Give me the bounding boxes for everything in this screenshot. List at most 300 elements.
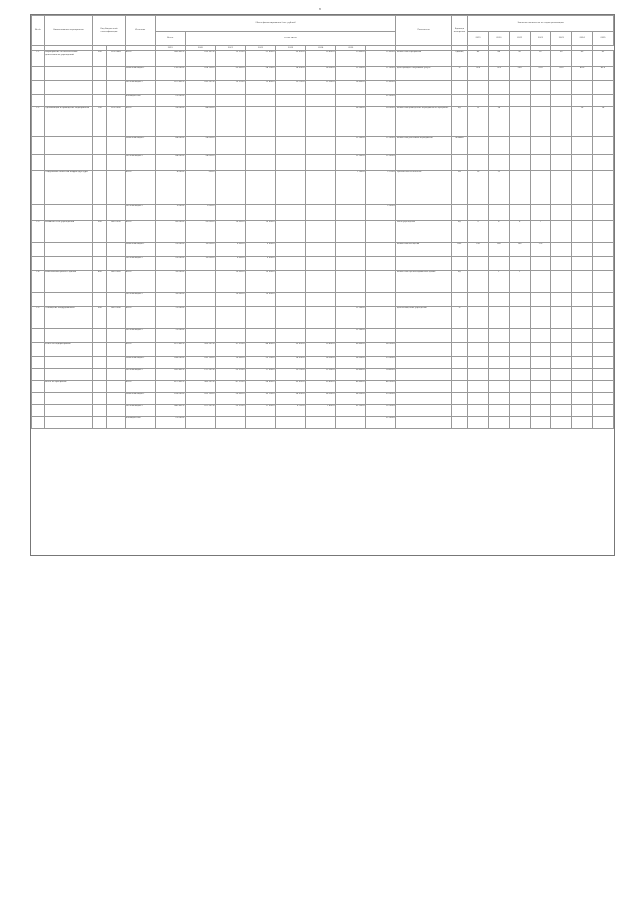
row-name: Оснащение оборудованием	[44, 307, 93, 329]
funding-value	[245, 205, 275, 221]
row-code	[93, 205, 107, 221]
table-row	[32, 81, 614, 95]
funding-value: 12 000,0	[366, 137, 396, 155]
row-code2: 0801 0020	[107, 271, 126, 293]
table-row	[32, 155, 614, 171]
row-number	[32, 329, 45, 343]
funding-value	[336, 271, 366, 293]
funding-value: 24 100,0	[245, 67, 275, 81]
row-indicator	[396, 381, 452, 393]
indicator-value	[551, 293, 572, 307]
indicator-value	[551, 343, 572, 357]
indicator-value	[572, 81, 593, 95]
row-number	[32, 243, 45, 257]
funding-value: 24 000,0	[336, 107, 366, 137]
indicator-value	[551, 393, 572, 405]
row-code2	[107, 171, 126, 205]
row-name	[44, 243, 93, 257]
header-funding: Объем финансирования (тыс. рублей)	[155, 16, 396, 32]
row-number: 1.1	[32, 51, 45, 67]
indicator-value	[592, 137, 613, 155]
indicator-value	[488, 417, 509, 429]
funding-value: 2 000,0	[366, 205, 396, 221]
row-number	[32, 381, 45, 393]
funding-value	[185, 329, 215, 343]
funding-value	[336, 95, 366, 107]
funding-value	[276, 95, 306, 107]
funding-value	[276, 271, 306, 293]
indicator-value	[572, 417, 593, 429]
funding-value: 39 100,0	[245, 393, 275, 405]
row-source: местный бюджет	[125, 81, 155, 95]
table-row	[32, 393, 614, 405]
funding-value: 56 800,0	[336, 343, 366, 357]
row-source: всего	[125, 343, 155, 357]
row-name	[44, 293, 93, 307]
funding-value: 18 300,0	[276, 67, 306, 81]
indicator-value: 82,0	[592, 67, 613, 81]
funding-value: 12 400,0	[245, 81, 275, 95]
funding-value	[245, 171, 275, 205]
indicator-value	[551, 357, 572, 369]
funding-value: 14 800,0	[366, 369, 396, 381]
indicator-value	[572, 329, 593, 343]
funding-value: 3 000,0	[155, 205, 185, 221]
funding-value: 21 600,0	[245, 51, 275, 67]
funding-value: 6 750,0	[276, 405, 306, 417]
funding-value: 22 000,0	[366, 95, 396, 107]
indicator-value	[530, 171, 551, 205]
row-name: Организация и проведение мероприятий	[44, 107, 93, 137]
funding-value: 26 800,0	[336, 369, 366, 381]
row-name	[44, 369, 93, 381]
funding-value: 25 050,0	[276, 343, 306, 357]
table-row	[32, 293, 614, 307]
indicator-value	[572, 257, 593, 271]
indicator-value	[572, 271, 593, 293]
row-code	[93, 171, 107, 205]
row-name	[44, 405, 93, 417]
funding-value: 25 050,0	[276, 51, 306, 67]
funding-value	[245, 307, 275, 329]
row-indicator: Количество мероприятий	[396, 51, 452, 67]
funding-value: 14 000,0	[306, 67, 336, 81]
indicator-value	[468, 329, 489, 343]
funding-value: 19 800,0	[336, 51, 366, 67]
funding-value	[276, 221, 306, 243]
indicator-value	[592, 357, 613, 369]
indicator-value	[468, 405, 489, 417]
indicator-value	[530, 329, 551, 343]
row-source: внебюджетные	[125, 95, 155, 107]
funding-value	[366, 293, 396, 307]
table-row	[32, 171, 614, 205]
funding-value	[306, 95, 336, 107]
indicator-value	[530, 155, 551, 171]
indicator-value	[572, 221, 593, 243]
indicator-value	[468, 393, 489, 405]
funding-value: 389 257,8	[185, 381, 215, 393]
indicator-value	[488, 293, 509, 307]
table-row	[32, 343, 614, 357]
row-code2	[107, 81, 126, 95]
row-source: областной бюджет	[125, 67, 155, 81]
indicator-value	[509, 329, 530, 343]
row-code2	[107, 137, 126, 155]
row-unit	[451, 393, 467, 405]
funding-value: 96 000,0	[155, 107, 185, 137]
indicator-value	[592, 155, 613, 171]
funding-value: 359 257,8	[185, 343, 215, 357]
row-number	[32, 393, 45, 405]
funding-value: 15 400,0	[306, 51, 336, 67]
funding-value: 12 000,0	[336, 137, 366, 155]
row-number	[32, 67, 45, 81]
indicator-value	[592, 171, 613, 205]
indicator-value	[468, 155, 489, 171]
funding-value: 30 000,0	[155, 271, 185, 293]
indicator-value	[488, 381, 509, 393]
indicator-value	[530, 137, 551, 155]
funding-value: 12 500,0	[336, 67, 366, 81]
funding-value: 38 900,0	[366, 343, 396, 357]
indicator-value	[592, 343, 613, 357]
funding-value	[215, 95, 245, 107]
indicator-value: 80,0	[572, 67, 593, 81]
indicator-value: 6	[488, 221, 509, 243]
row-source: всего	[125, 221, 155, 243]
funding-value: 12 800,0	[366, 81, 396, 95]
indicator-value: 165	[509, 243, 530, 257]
row-number	[32, 81, 45, 95]
funding-value: 24 000,0	[366, 107, 396, 137]
funding-value	[336, 293, 366, 307]
funding-value: 320 432,0	[155, 369, 185, 381]
indicator-value	[509, 405, 530, 417]
funding-value	[185, 307, 215, 329]
table-row	[32, 137, 614, 155]
indicator-value	[509, 293, 530, 307]
row-indicator	[396, 393, 452, 405]
indicator-value	[488, 329, 509, 343]
header-year: 2020	[488, 32, 509, 46]
indicator-value	[572, 357, 593, 369]
indicator-value	[509, 393, 530, 405]
indicator-value	[509, 381, 530, 393]
row-unit	[451, 417, 467, 429]
funding-value	[245, 155, 275, 171]
funding-value	[306, 155, 336, 171]
row-indicator: Протяженность объектов	[396, 171, 452, 205]
indicator-value	[509, 107, 530, 137]
row-code	[93, 81, 107, 95]
funding-value: 20 000,0	[155, 257, 185, 271]
header-including: в том числе	[185, 32, 396, 46]
row-code	[93, 243, 107, 257]
funding-value: 47 274,0	[215, 381, 245, 393]
row-code	[93, 381, 107, 393]
table-row	[32, 243, 614, 257]
row-code2	[107, 95, 126, 107]
indicator-value	[488, 137, 509, 155]
indicator-value	[530, 381, 551, 393]
funding-year-label: 2021	[215, 46, 245, 51]
funding-value	[276, 155, 306, 171]
funding-value: 29 100,0	[245, 357, 275, 369]
row-unit	[451, 357, 467, 369]
row-unit: тыс.	[451, 243, 467, 257]
row-indicator	[396, 205, 452, 221]
funding-value: 20 000,0	[155, 243, 185, 257]
header-name: Наименование мероприятия	[44, 16, 93, 46]
indicator-value: 12	[488, 171, 509, 205]
indicator-value: 70,0	[468, 67, 489, 81]
indicator-value	[468, 293, 489, 307]
indicator-value	[551, 95, 572, 107]
funding-value	[366, 243, 396, 257]
funding-value: 1 000,0	[185, 205, 215, 221]
row-unit: %	[451, 67, 467, 81]
row-name: Развитие сети учреждений	[44, 221, 93, 243]
indicator-value: 16	[572, 107, 593, 137]
row-indicator	[396, 405, 452, 417]
indicator-value: 5	[468, 221, 489, 243]
row-source: местный бюджет	[125, 329, 155, 343]
funding-value	[306, 271, 336, 293]
funding-value: 5 000,0	[245, 257, 275, 271]
row-source: местный бюджет	[125, 155, 155, 171]
indicator-value	[530, 369, 551, 381]
funding-value	[306, 243, 336, 257]
funding-value	[306, 329, 336, 343]
funding-value	[366, 271, 396, 293]
funding-year-label: 2020	[185, 46, 215, 51]
funding-value	[276, 107, 306, 137]
row-unit	[451, 405, 467, 417]
indicator-value: 76,0	[530, 67, 551, 81]
funding-value	[336, 243, 366, 257]
funding-value	[306, 257, 336, 271]
row-unit	[451, 343, 467, 357]
row-source: местный бюджет	[125, 293, 155, 307]
indicator-value	[551, 307, 572, 329]
row-source: всего	[125, 381, 155, 393]
indicator-value	[592, 293, 613, 307]
funding-value: 15 000,0	[215, 271, 245, 293]
funding-year-label: 2023	[276, 46, 306, 51]
row-unit	[451, 81, 467, 95]
funding-value: 182 257,8	[185, 81, 215, 95]
funding-value: 22 000,0	[366, 417, 396, 429]
funding-value: 46 600,0	[245, 343, 275, 357]
funding-value: 108 100,0	[185, 67, 215, 81]
indicator-value	[468, 307, 489, 329]
table-row	[32, 107, 614, 137]
funding-value: 66 800,0	[336, 381, 366, 393]
indicator-value: 6	[509, 221, 530, 243]
indicator-value	[572, 369, 593, 381]
indicator-value: 45	[468, 51, 489, 67]
indicator-value	[592, 205, 613, 221]
funding-value: 4 000,0	[155, 171, 185, 205]
indicator-value	[530, 405, 551, 417]
funding-value	[215, 329, 245, 343]
funding-value	[276, 205, 306, 221]
row-name	[44, 329, 93, 343]
row-code	[93, 67, 107, 81]
funding-value	[215, 155, 245, 171]
funding-value: 142 100,0	[185, 357, 215, 369]
funding-value: 23 000,0	[366, 357, 396, 369]
indicator-value: 62	[592, 51, 613, 67]
table-row	[32, 67, 614, 81]
funding-value: 12 000,0	[155, 307, 185, 329]
row-indicator: Количество проведенных мероприятий по программе	[396, 107, 452, 137]
row-name	[44, 137, 93, 155]
indicator-value	[551, 369, 572, 381]
header-indicator: Показатель	[396, 16, 452, 46]
row-indicator	[396, 329, 452, 343]
header-code: Код бюджетной классификации	[93, 16, 125, 46]
program-table-sheet	[30, 14, 615, 556]
row-indicator	[396, 155, 452, 171]
funding-value: 48 000,0	[185, 107, 215, 137]
funding-value: 24 000,0	[185, 155, 215, 171]
row-name: Мероприятие по обеспечению деятельности учреждений	[44, 51, 93, 67]
table-row	[32, 51, 614, 67]
indicator-value	[592, 221, 613, 243]
row-code2	[107, 243, 126, 257]
indicator-value: 78,0	[551, 67, 572, 81]
funding-value: 12 000,0	[155, 329, 185, 343]
funding-value	[185, 293, 215, 307]
row-name: Капитальный ремонт зданий	[44, 271, 93, 293]
funding-value	[215, 307, 245, 329]
indicator-value	[509, 307, 530, 329]
funding-value: 25 400,0	[306, 381, 336, 393]
indicator-value	[551, 81, 572, 95]
row-code	[93, 155, 107, 171]
row-number	[32, 137, 45, 155]
header-total: Всего	[155, 32, 185, 46]
funding-value	[336, 257, 366, 271]
indicator-value	[509, 155, 530, 171]
funding-value: 1 400,0	[306, 405, 336, 417]
indicator-value	[468, 137, 489, 155]
row-name: Содержание объектов инфраструктуры	[44, 171, 93, 205]
row-number	[32, 369, 45, 381]
indicator-value	[488, 307, 509, 329]
funding-value	[306, 221, 336, 243]
indicator-value	[488, 205, 509, 221]
funding-value	[185, 417, 215, 429]
row-unit	[451, 155, 467, 171]
indicator-value	[488, 257, 509, 271]
header-year: 2022	[530, 32, 551, 46]
funding-value: 92 000,0	[215, 67, 245, 81]
indicator-value	[488, 405, 509, 417]
funding-value	[276, 171, 306, 205]
indicator-value	[551, 171, 572, 205]
row-unit: ед.	[451, 221, 467, 243]
row-number: 1.3	[32, 221, 45, 243]
indicator-value	[551, 257, 572, 271]
indicator-value	[551, 417, 572, 429]
row-source: всего	[125, 171, 155, 205]
row-unit: ед.	[451, 271, 467, 293]
indicator-value	[509, 369, 530, 381]
header-source: Источник	[125, 16, 155, 46]
indicator-value	[551, 221, 572, 243]
funding-value: 10 000,0	[245, 221, 275, 243]
row-code	[93, 393, 107, 405]
row-code2	[107, 67, 126, 81]
row-number	[32, 155, 45, 171]
indicator-value	[509, 137, 530, 155]
row-source: местный бюджет	[125, 205, 155, 221]
indicator-value	[592, 271, 613, 293]
funding-value	[366, 257, 396, 271]
funding-value	[276, 307, 306, 329]
table-row	[32, 369, 614, 381]
indicator-value	[551, 205, 572, 221]
row-name	[44, 357, 93, 369]
funding-value: 22 274,0	[215, 405, 245, 417]
funding-value	[245, 417, 275, 429]
indicator-value	[530, 293, 551, 307]
funding-value: 15 000,0	[215, 357, 245, 369]
funding-value: 37 274,0	[215, 343, 245, 357]
funding-value: 10 000,0	[185, 257, 215, 271]
funding-value: 48 900,0	[366, 381, 396, 393]
indicator-value	[551, 329, 572, 343]
funding-value	[366, 307, 396, 329]
funding-value	[215, 205, 245, 221]
funding-value	[306, 293, 336, 307]
row-code2	[107, 205, 126, 221]
indicator-value	[468, 205, 489, 221]
funding-value: 1 000,0	[336, 171, 366, 205]
row-number: 1.2	[32, 107, 45, 137]
funding-value: 5 000,0	[215, 257, 245, 271]
indicator-value	[592, 369, 613, 381]
row-name	[44, 205, 93, 221]
funding-value	[366, 221, 396, 243]
row-code	[93, 95, 107, 107]
row-code	[93, 343, 107, 357]
row-number	[32, 95, 45, 107]
indicator-value	[592, 393, 613, 405]
row-indicator: Число учреждений	[396, 221, 452, 243]
indicator-value	[488, 95, 509, 107]
indicator-value	[530, 343, 551, 357]
funding-value: 527 432,0	[155, 343, 185, 357]
indicator-value	[572, 137, 593, 155]
table-row	[32, 381, 614, 393]
table-row	[32, 221, 614, 243]
row-source: внебюджетные	[125, 417, 155, 429]
funding-year-label: 2022	[245, 46, 275, 51]
row-unit	[451, 369, 467, 381]
funding-value: 22 000,0	[155, 417, 185, 429]
row-code	[93, 293, 107, 307]
funding-value: 32 300,0	[336, 405, 366, 417]
row-code	[93, 137, 107, 155]
funding-value: 25 000,0	[215, 393, 245, 405]
indicator-value	[488, 369, 509, 381]
funding-value: 380 432,0	[155, 405, 185, 417]
row-source: областной бюджет	[125, 357, 155, 369]
